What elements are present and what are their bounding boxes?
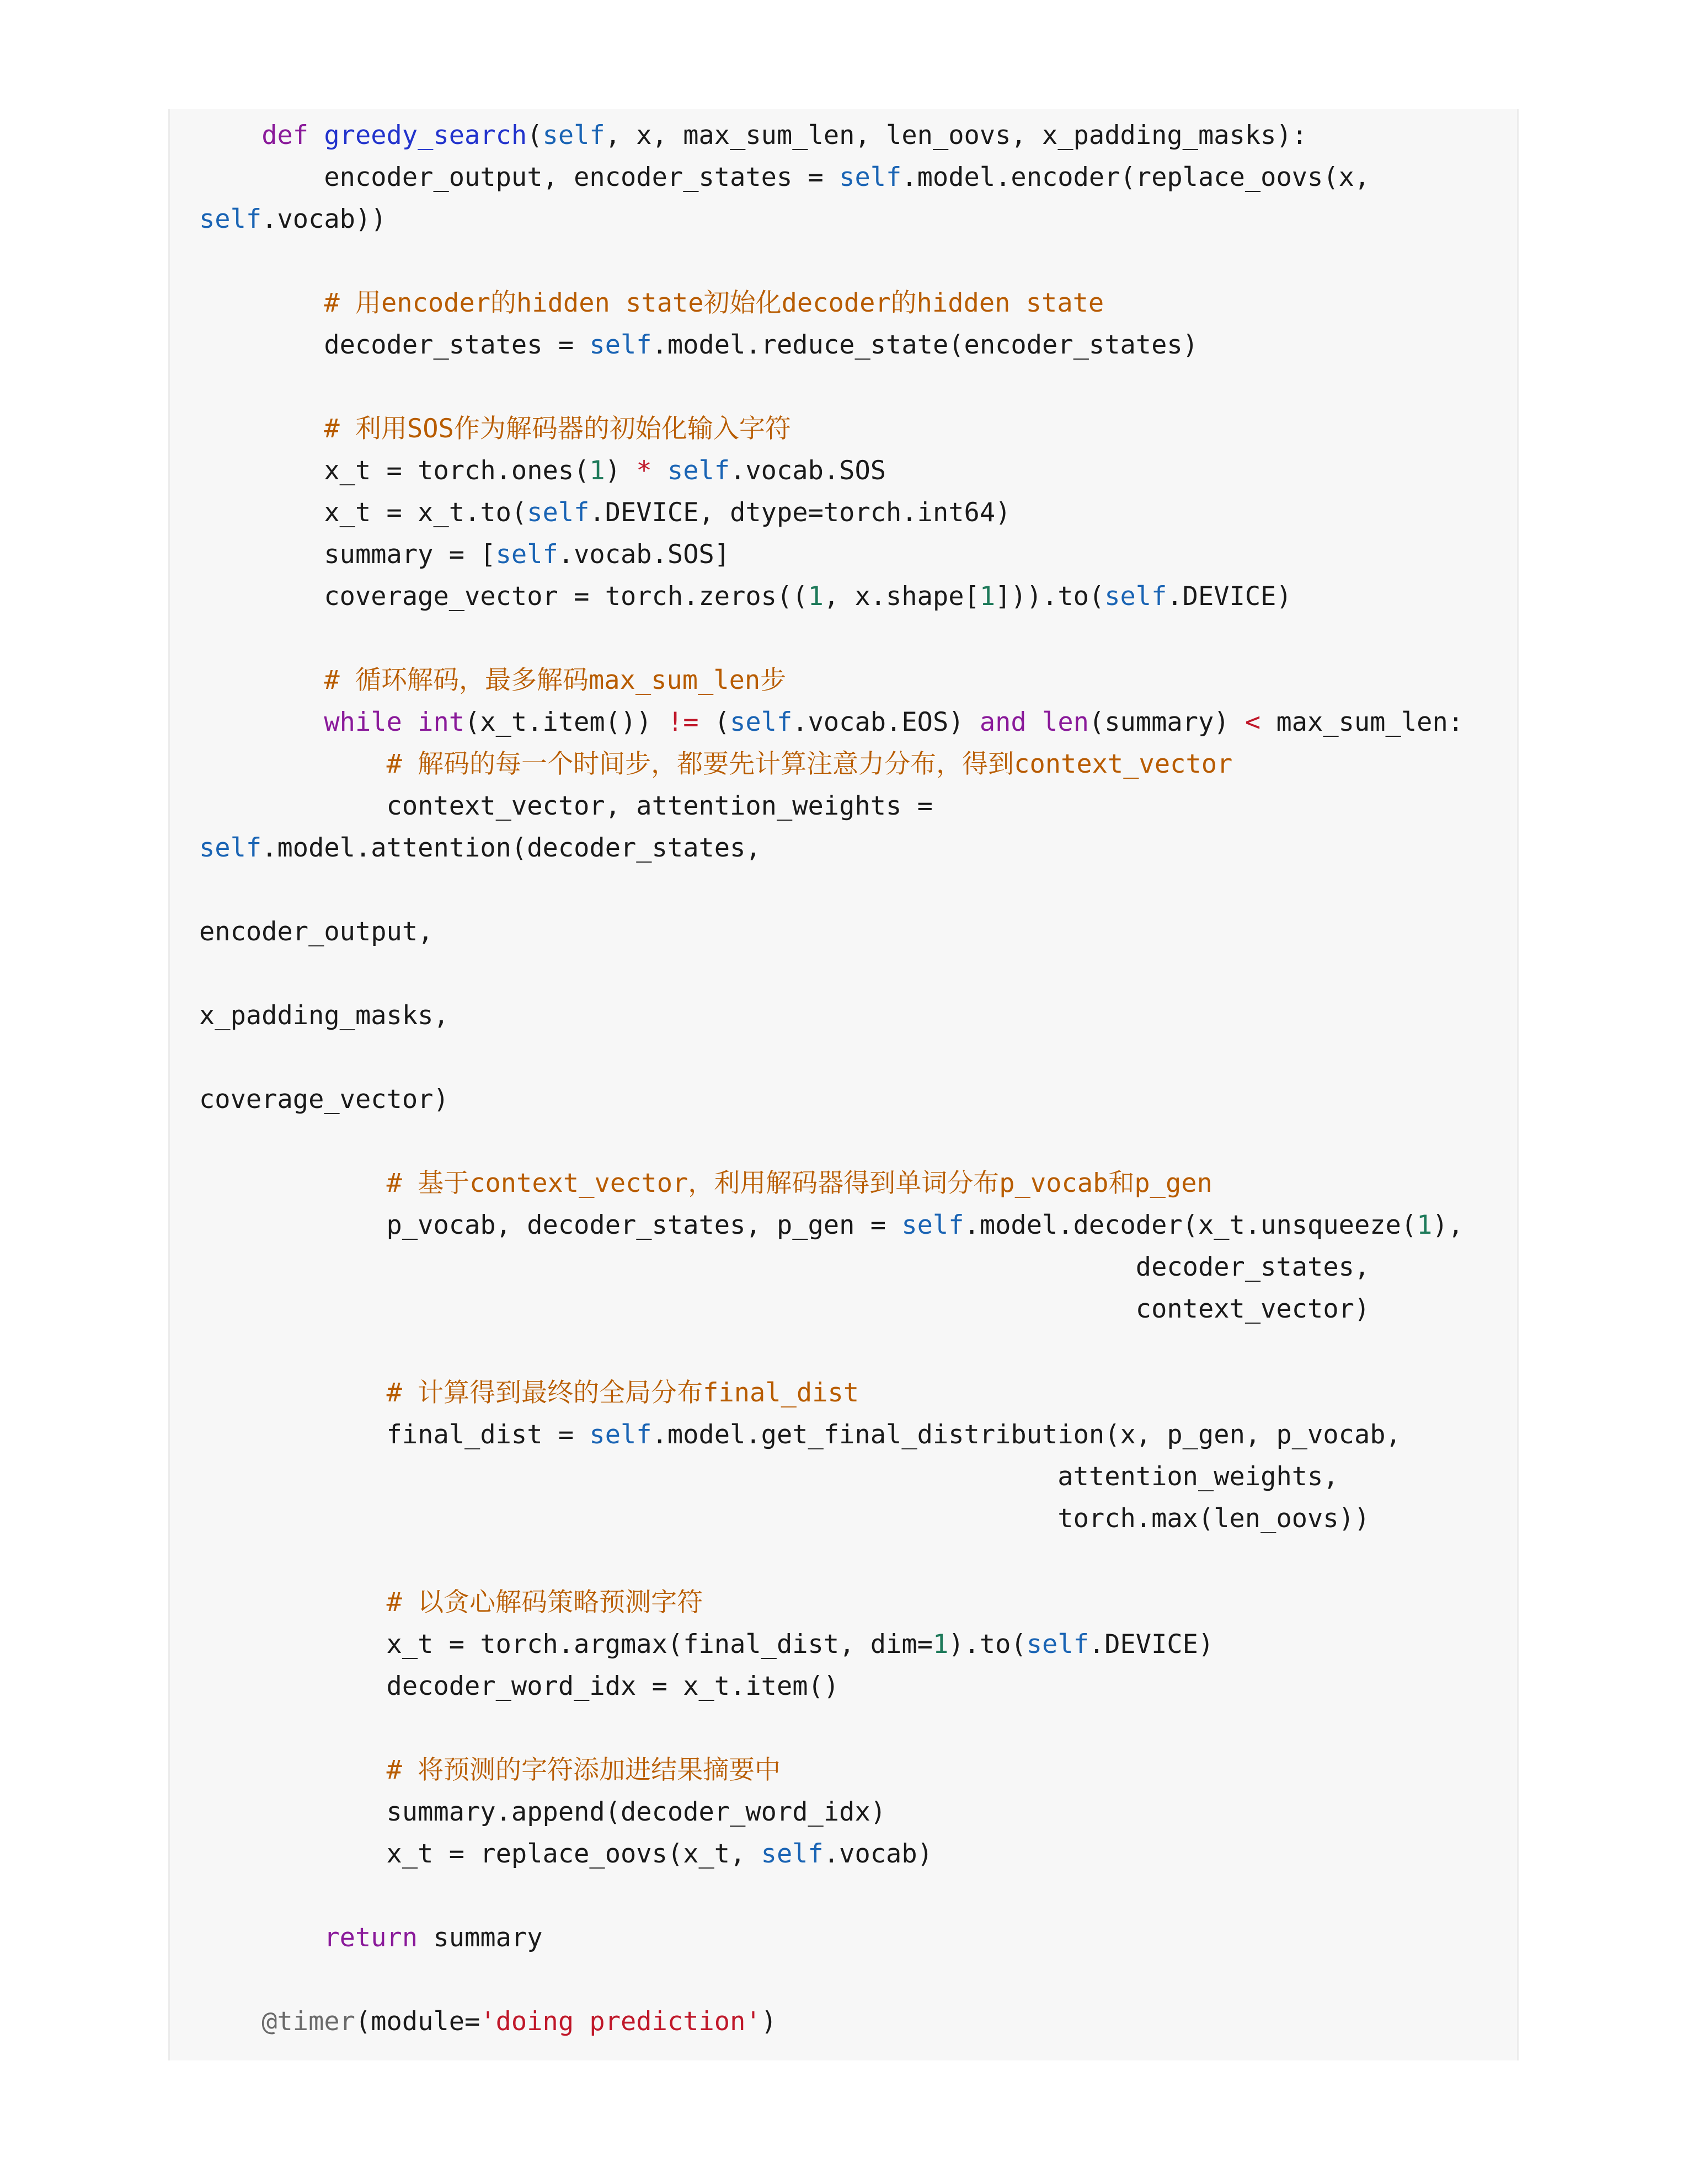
code-token: # 解码的每一个时间步，都要先计算注意力分布，得到context_vector	[386, 749, 1233, 779]
code-line	[199, 1330, 1463, 1372]
code-token: max_sum_len:	[1260, 707, 1464, 737]
code-token: summary.append(decoder_word_idx)	[199, 1797, 886, 1827]
code-line	[199, 743, 1463, 785]
code-token: # 以贪心解码策略预测字符	[386, 1587, 703, 1618]
code-token: encoder_output,	[199, 917, 434, 947]
code-token: int	[418, 707, 465, 737]
code-token: .DEVICE, dtype=torch.int64)	[589, 497, 1011, 528]
code-line	[199, 953, 1463, 995]
code-token: self	[667, 456, 730, 486]
code-token: self	[542, 120, 605, 151]
code-token	[199, 707, 324, 737]
code-line	[199, 1372, 1463, 1414]
code-line	[199, 1875, 1463, 1917]
code-token: len	[1042, 707, 1089, 737]
code-token: and	[979, 707, 1027, 737]
code-token	[199, 1923, 324, 1953]
code-token	[199, 1168, 387, 1198]
code-token: x_padding_masks,	[199, 1000, 449, 1031]
code-token: (x_t.item())	[464, 707, 667, 737]
code-token: coverage_vector)	[199, 1084, 449, 1115]
code-line	[199, 1456, 1463, 1498]
code-token: <	[1244, 707, 1261, 737]
code-block	[168, 109, 1519, 2060]
code-token: .vocab.SOS	[730, 456, 886, 486]
code-token: final_dist =	[199, 1420, 590, 1450]
code-token: .DEVICE)	[1088, 1629, 1214, 1660]
code-token: self	[589, 330, 652, 360]
code-token: # 基于context_vector，利用解码器得到单词分布p_vocab和p_gen	[386, 1168, 1212, 1198]
code-token: (	[698, 707, 730, 737]
code-token: x_t = torch.ones(	[199, 456, 590, 486]
code-lines	[199, 115, 1463, 2043]
code-line	[199, 534, 1463, 576]
code-token: , x.shape[	[823, 581, 980, 612]
code-token: context_vector)	[199, 1294, 1370, 1324]
code-token: greedy_search	[324, 120, 527, 151]
code-line	[199, 1414, 1463, 1456]
code-token	[199, 665, 324, 695]
code-token: ).to(	[948, 1629, 1027, 1660]
code-line	[199, 240, 1463, 282]
code-token: 1	[1417, 1210, 1433, 1240]
code-line	[199, 1288, 1463, 1330]
code-line	[199, 1163, 1463, 1205]
code-line	[199, 2001, 1463, 2043]
code-line	[199, 660, 1463, 702]
code-token	[199, 1587, 387, 1618]
code-token	[1027, 707, 1042, 737]
code-line	[199, 492, 1463, 534]
code-token: decoder_word_idx = x_t.item()	[199, 1671, 840, 1701]
code-token: self	[1026, 1629, 1089, 1660]
code-token: (module=	[355, 2006, 480, 2037]
code-token: while	[324, 707, 402, 737]
code-line	[199, 157, 1463, 199]
code-line	[199, 1498, 1463, 1540]
code-line	[199, 911, 1463, 953]
code-token: self	[589, 1420, 652, 1450]
code-token: .model.encoder(replace_oovs(x,	[901, 162, 1370, 192]
code-token: # 用encoder的hidden state初始化decoder的hidden state	[324, 288, 1104, 318]
code-token: x_t = replace_oovs(x_t,	[199, 1839, 761, 1869]
code-line	[199, 366, 1463, 408]
code-line	[199, 1079, 1463, 1121]
code-token: (summary)	[1088, 707, 1245, 737]
code-line	[199, 408, 1463, 450]
code-token	[308, 120, 324, 151]
code-token: decoder_states,	[199, 1252, 1370, 1282]
code-line	[199, 282, 1463, 324]
code-line	[199, 1791, 1463, 1833]
code-token: p_vocab, decoder_states, p_gen =	[199, 1210, 902, 1240]
code-token: coverage_vector = torch.zeros((	[199, 581, 808, 612]
code-line	[199, 1959, 1463, 2001]
code-token: torch.max(len_oovs))	[199, 1503, 1370, 1534]
code-token: .model.reduce_state(encoder_states)	[651, 330, 1198, 360]
code-token: 1	[589, 456, 605, 486]
code-token: .vocab.SOS]	[558, 539, 730, 570]
code-line	[199, 1833, 1463, 1875]
code-token: # 循环解码，最多解码max_sum_len步	[324, 665, 787, 695]
code-token: , x, max_sum_len, len_oovs, x_padding_masks):	[605, 120, 1308, 151]
code-line	[199, 618, 1463, 660]
code-token: @timer	[261, 2006, 355, 2037]
code-line	[199, 1121, 1463, 1163]
code-line	[199, 1582, 1463, 1624]
code-token: self	[199, 833, 262, 863]
code-token	[199, 1378, 387, 1408]
code-token: 1	[979, 581, 996, 612]
code-line	[199, 324, 1463, 366]
code-token: context_vector, attention_weights =	[199, 791, 933, 821]
code-token: x_t = torch.argmax(final_dist, dim=	[199, 1629, 933, 1660]
code-line	[199, 1624, 1463, 1666]
code-token: self	[839, 162, 902, 192]
code-token: encoder_output, encoder_states =	[199, 162, 840, 192]
code-token: !=	[667, 707, 699, 737]
code-line	[199, 785, 1463, 827]
code-token	[199, 749, 387, 779]
code-token: # 利用SOS作为解码器的初始化输入字符	[324, 414, 791, 444]
code-token: )	[605, 456, 637, 486]
code-token: # 计算得到最终的全局分布final_dist	[386, 1378, 859, 1408]
code-line	[199, 1917, 1463, 1959]
code-token: )	[761, 2006, 777, 2037]
code-token	[199, 414, 324, 444]
code-token: # 将预测的字符添加进结果摘要中	[386, 1755, 781, 1785]
code-token: self	[761, 1839, 824, 1869]
code-token	[199, 288, 324, 318]
code-line	[199, 1666, 1463, 1707]
code-line	[199, 869, 1463, 911]
code-token: .model.decoder(x_t.unsqueeze(	[964, 1210, 1417, 1240]
code-token	[402, 707, 418, 737]
code-line	[199, 995, 1463, 1037]
code-token: self	[1104, 581, 1167, 612]
code-token: summary = [	[199, 539, 496, 570]
code-token: self	[527, 497, 590, 528]
code-token: .DEVICE)	[1167, 581, 1292, 612]
code-line	[199, 1707, 1463, 1749]
code-line	[199, 115, 1463, 157]
code-line	[199, 1246, 1463, 1288]
code-line	[199, 450, 1463, 492]
code-token: return	[324, 1923, 418, 1953]
code-token: *	[636, 456, 652, 486]
code-token: 1	[808, 581, 824, 612]
code-token: ),	[1432, 1210, 1464, 1240]
code-token: .vocab.EOS)	[792, 707, 980, 737]
code-token	[199, 120, 261, 151]
code-line	[199, 827, 1463, 869]
code-token: self	[730, 707, 793, 737]
code-line	[199, 702, 1463, 743]
code-line	[199, 1037, 1463, 1079]
code-token: attention_weights,	[199, 1462, 1339, 1492]
code-line	[199, 1205, 1463, 1246]
code-token: summary	[418, 1923, 543, 1953]
code-token	[199, 2006, 261, 2037]
code-line	[199, 576, 1463, 618]
code-token: 1	[932, 1629, 949, 1660]
code-token: def	[261, 120, 309, 151]
code-token: .model.attention(decoder_states,	[261, 833, 761, 863]
code-token: (	[527, 120, 543, 151]
code-token: .model.get_final_distribution(x, p_gen, p_vocab,	[651, 1420, 1401, 1450]
code-line	[199, 1540, 1463, 1582]
code-token: x_t = x_t.to(	[199, 497, 527, 528]
code-token: self	[901, 1210, 964, 1240]
code-token	[652, 456, 667, 486]
code-token: 'doing prediction'	[480, 2006, 761, 2037]
code-token: .vocab))	[261, 204, 387, 234]
code-line	[199, 199, 1463, 240]
code-token: .vocab)	[823, 1839, 933, 1869]
code-token: self	[199, 204, 262, 234]
code-token: ])).to(	[995, 581, 1105, 612]
code-token: decoder_states =	[199, 330, 590, 360]
code-line	[199, 1749, 1463, 1791]
code-token	[199, 1755, 387, 1785]
code-token: self	[495, 539, 558, 570]
